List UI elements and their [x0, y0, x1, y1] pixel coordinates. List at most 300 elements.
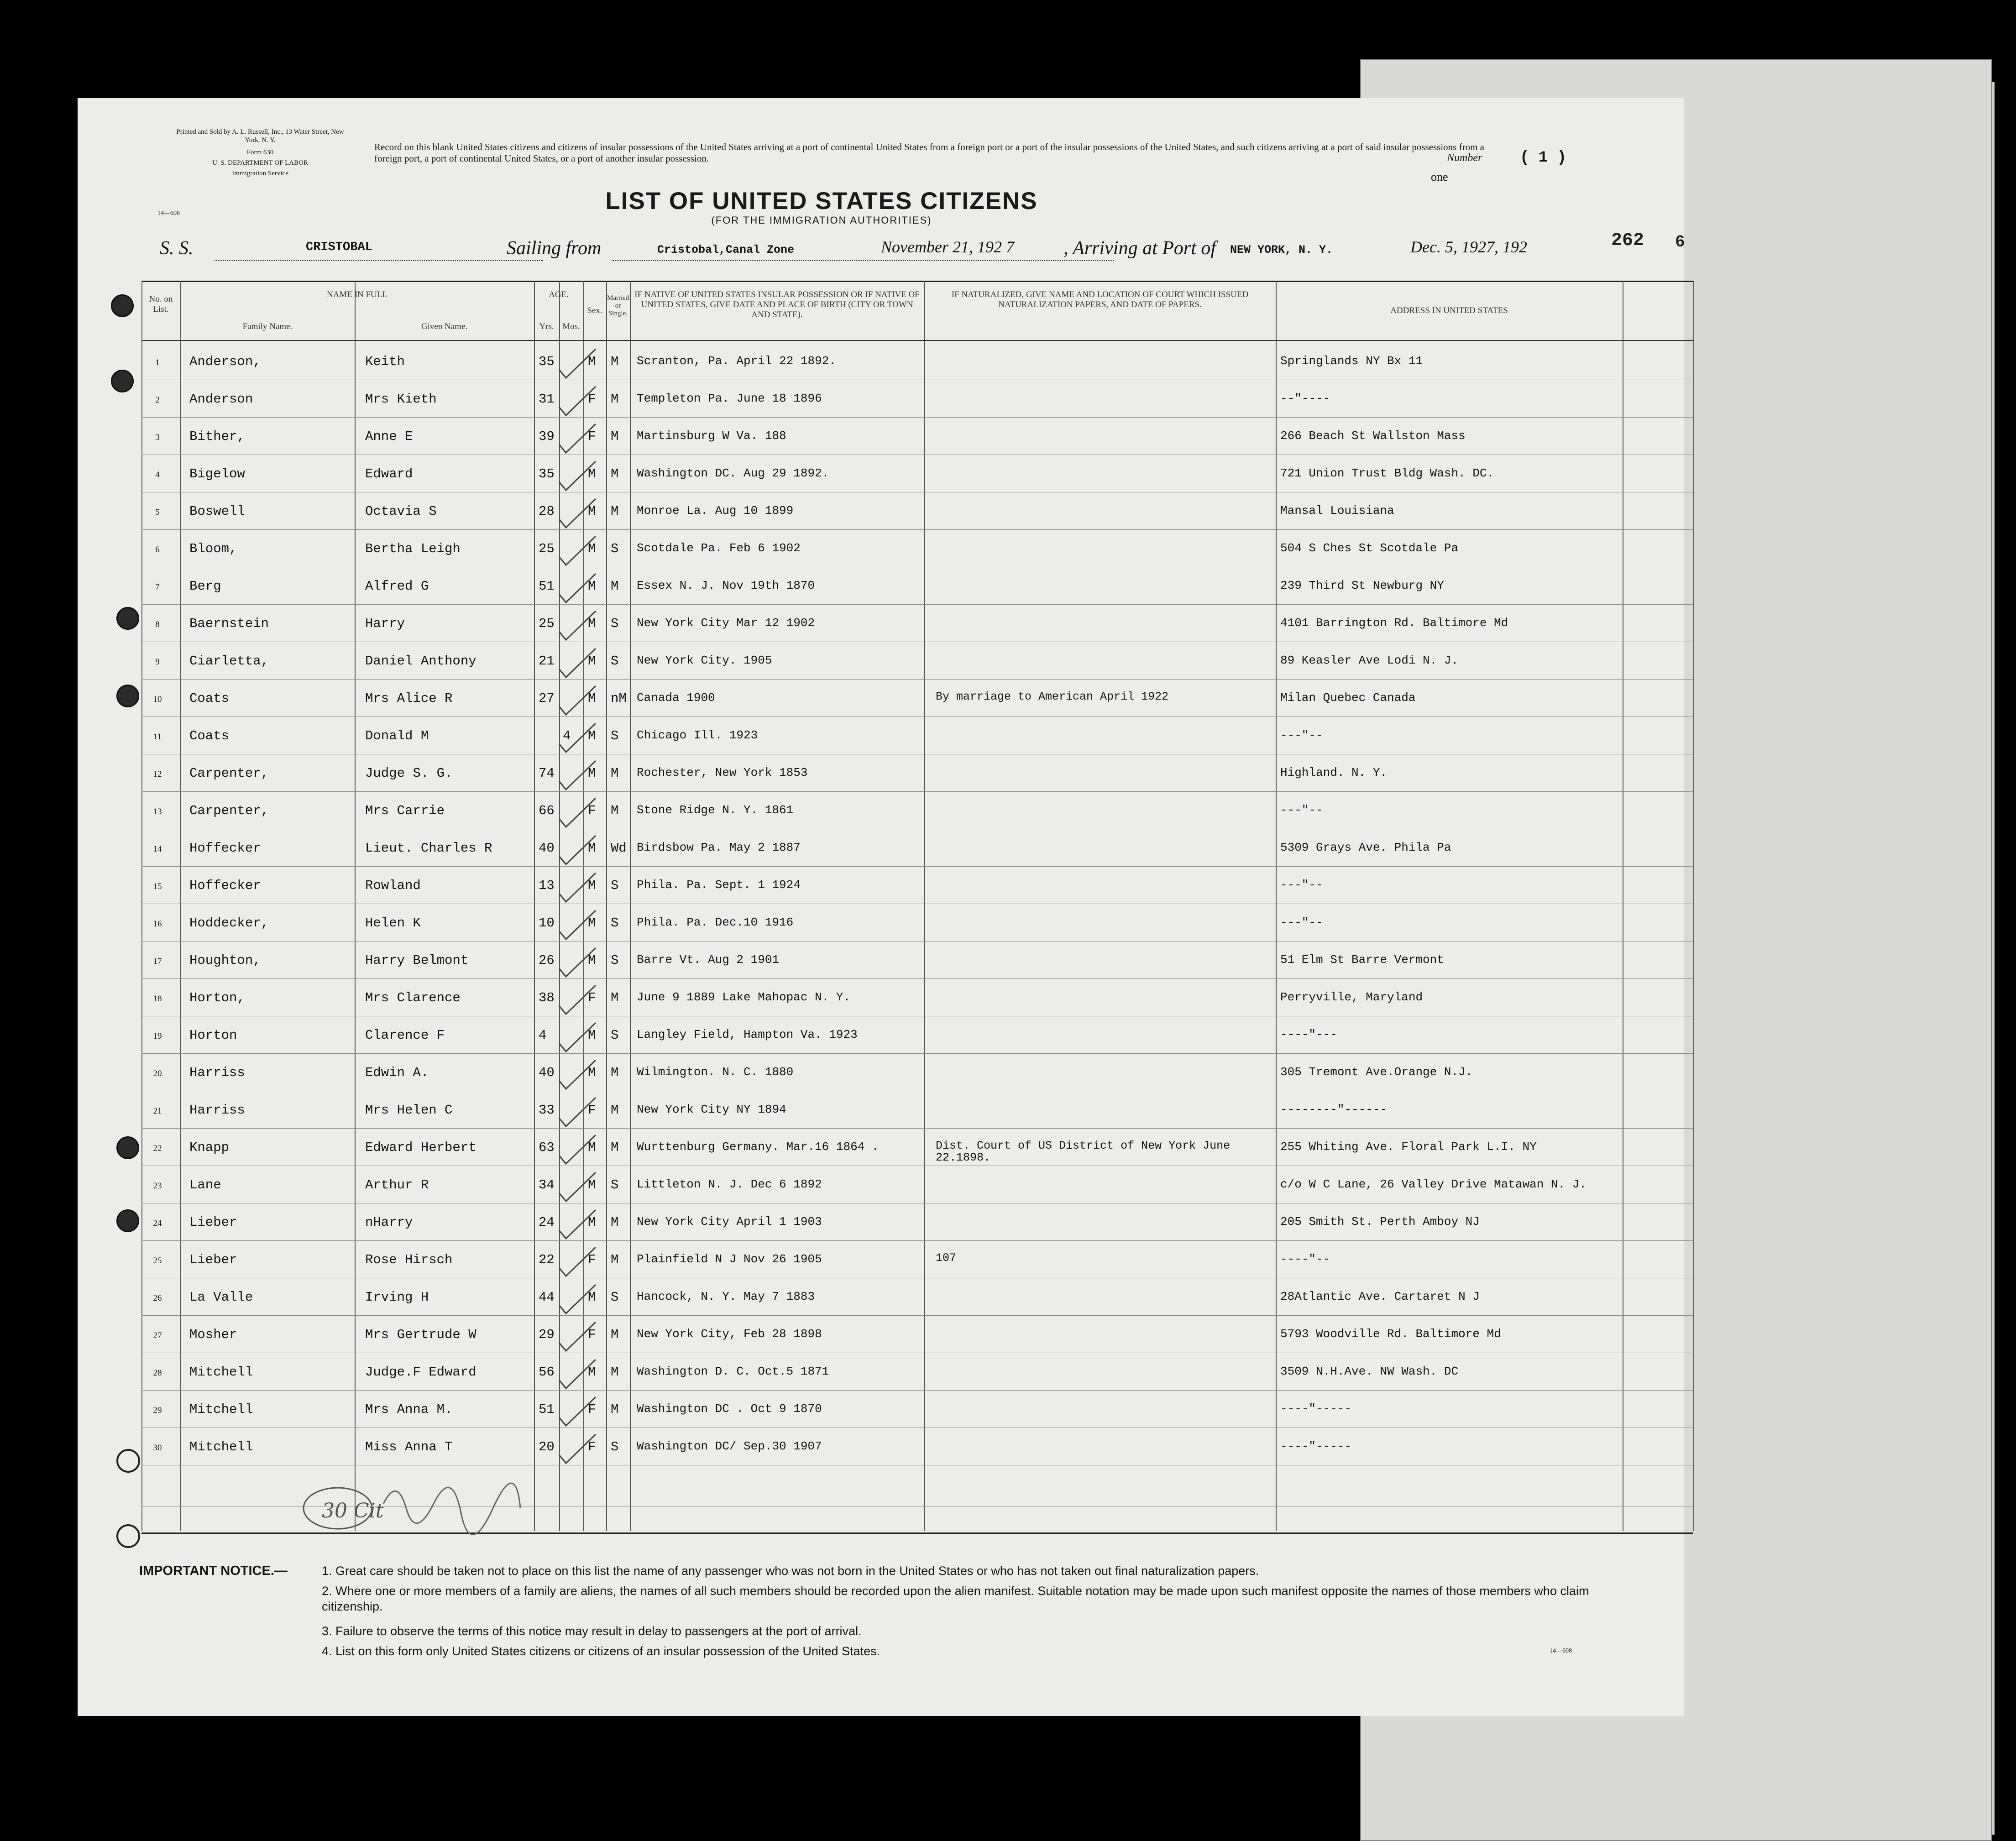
marital-status: M [611, 1402, 619, 1417]
given-name: Mrs Clarence [365, 990, 461, 1005]
family-name: Horton, [189, 990, 245, 1005]
age-years: 13 [539, 878, 555, 893]
birth-place-date: Littleton N. J. Dec 6 1892 [637, 1177, 822, 1191]
birth-place-date: New York City April 1 1903 [637, 1215, 822, 1229]
sex: M [588, 1140, 596, 1155]
col-header-address: ADDRESS IN UNITED STATES [1390, 306, 1508, 315]
check-mark-icon [557, 1095, 598, 1132]
marital-status: S [611, 953, 619, 968]
sex: M [588, 654, 596, 669]
age-years: 56 [539, 1365, 555, 1380]
address: ---"-- [1280, 728, 1323, 742]
row-number: 18 [153, 994, 162, 1004]
sex: M [588, 504, 596, 519]
family-name: Hoffecker [189, 841, 261, 856]
check-mark-icon [557, 758, 598, 795]
marital-status: S [611, 1290, 619, 1305]
family-name: Lieber [189, 1215, 237, 1230]
sex: M [588, 728, 596, 743]
col-header-mos: Mos. [562, 322, 580, 331]
notice-title: IMPORTANT NOTICE.— [139, 1564, 288, 1578]
col-header-given: Given Name. [421, 322, 468, 331]
check-mark-icon [557, 1208, 598, 1244]
check-mark-icon [557, 646, 598, 683]
col-header-married: Married or Single. [607, 294, 629, 317]
punch-hole [116, 1449, 140, 1473]
row-number: 30 [153, 1443, 162, 1453]
given-name: Edwin A. [365, 1065, 429, 1080]
sex: M [588, 766, 596, 781]
col-header-name: NAME IN FULL [327, 290, 387, 299]
sex: M [588, 354, 596, 369]
age-years: 35 [539, 354, 555, 369]
given-name: Lieut. Charles R [365, 841, 492, 856]
sailing-underline [612, 260, 1114, 261]
age-years: 4 [539, 1028, 547, 1043]
birth-place-date: Washington DC. Aug 29 1892. [637, 466, 829, 480]
marital-status: M [611, 504, 619, 519]
birth-place-date: Birdsbow Pa. May 2 1887 [637, 841, 801, 854]
row-number: 27 [153, 1331, 162, 1340]
sex: F [588, 429, 596, 444]
row-number: 14 [153, 844, 162, 854]
col-header-birth: IF NATIVE OF UNITED STATES INSULAR POSSESSION OR IF NATIVE OF UNITED STATES, GIVE DATE AND PLACE OF BIRTH (CITY OR TOWN AND STATE). [634, 290, 920, 319]
age-years: 31 [539, 392, 555, 407]
check-mark-icon [557, 609, 598, 645]
family-name: Mosher [189, 1327, 237, 1342]
address: --------"------ [1280, 1103, 1388, 1116]
family-name: Carpenter, [189, 766, 269, 781]
sex: M [588, 579, 596, 594]
sex: F [588, 1402, 596, 1417]
sex: M [588, 841, 596, 856]
birth-place-date: Chicago Ill. 1923 [637, 728, 758, 742]
row-number: 10 [153, 695, 162, 704]
given-name: Judge S. G. [365, 766, 453, 781]
sex: M [588, 466, 596, 481]
head-bottom-line [141, 340, 1693, 341]
row-line [141, 529, 1693, 530]
birth-place-date: Washington DC/ Sep.30 1907 [637, 1439, 822, 1453]
birth-place-date: New York City NY 1894 [637, 1103, 786, 1116]
handwritten-note [297, 1476, 552, 1540]
marital-status: M [611, 1215, 619, 1230]
sex: F [588, 392, 596, 407]
given-name: Arthur R [365, 1177, 429, 1192]
naturalization: By marriage to American April 1922 [936, 690, 1169, 703]
marital-status: Wd [611, 841, 627, 856]
check-mark-icon [557, 1133, 598, 1169]
given-name: Mrs Kieth [365, 392, 437, 407]
family-name: Coats [189, 728, 230, 743]
age-years: 34 [539, 1177, 555, 1192]
family-name: Houghton, [189, 953, 261, 968]
check-mark-icon [557, 422, 598, 458]
check-mark-icon [557, 871, 598, 907]
row-line [141, 1128, 1693, 1129]
address: ---"-- [1280, 915, 1323, 929]
birth-place-date: Rochester, New York 1853 [637, 766, 808, 779]
marital-status: M [611, 354, 619, 369]
number-value: ( 1 ) [1520, 149, 1567, 167]
family-name: Hoddecker, [189, 915, 269, 931]
col-header-family: Family Name. [242, 322, 293, 331]
punch-hole [116, 1209, 139, 1232]
svg-text:30 Cit: 30 Cit [322, 1499, 384, 1522]
address: 255 Whiting Ave. Floral Park L.I. NY [1280, 1140, 1537, 1154]
check-mark-icon [557, 497, 598, 533]
marital-status: M [611, 990, 619, 1005]
address: 239 Third St Newburg NY [1280, 579, 1444, 592]
col-line [1276, 281, 1277, 1531]
sex: M [588, 616, 596, 631]
marital-status: S [611, 616, 619, 631]
age-years: 38 [539, 990, 555, 1005]
birth-place-date: Scotdale Pa. Feb 6 1902 [637, 541, 801, 555]
row-number: 29 [153, 1406, 162, 1415]
given-name: Judge.F Edward [365, 1365, 477, 1380]
col-line [924, 281, 925, 1531]
punch-hole [116, 1136, 139, 1159]
punch-hole [116, 1524, 140, 1548]
arrival-date: Dec. 5, 1927, 192 [1410, 238, 1527, 256]
form-number: Form 630 [246, 149, 274, 156]
age-years: 20 [539, 1439, 555, 1454]
row-number: 23 [153, 1181, 162, 1191]
age-years: 40 [539, 1065, 555, 1080]
age-years: 29 [539, 1327, 555, 1342]
sex: M [588, 953, 596, 968]
address: 205 Smith St. Perth Amboy NJ [1280, 1215, 1480, 1229]
birth-place-date: Barre Vt. Aug 2 1901 [637, 953, 780, 967]
col-line [534, 281, 535, 1531]
marital-status: S [611, 878, 619, 893]
given-name: nHarry [365, 1215, 413, 1230]
age-years: 74 [539, 766, 555, 781]
page-title: LIST OF UNITED STATES CITIZENS [605, 188, 1038, 214]
birth-place-date: Martinsburg W Va. 188 [637, 429, 786, 443]
page-side: 6 [1675, 233, 1685, 251]
sex: M [588, 691, 596, 706]
col-line [1693, 281, 1694, 1531]
address: Perryville, Maryland [1280, 990, 1423, 1004]
birth-place-date: Plainfield N J Nov 26 1905 [637, 1252, 822, 1266]
marital-status: S [611, 654, 619, 669]
marital-status: M [611, 803, 619, 818]
age-years: 28 [539, 504, 555, 519]
check-mark-icon [557, 1320, 598, 1356]
check-mark-icon [557, 684, 598, 720]
age-years: 10 [539, 915, 555, 931]
sailing-from: Cristobal,Canal Zone [657, 243, 795, 256]
check-mark-icon [557, 908, 598, 945]
check-mark-icon [557, 1357, 598, 1394]
address: 5309 Grays Ave. Phila Pa [1280, 841, 1451, 854]
age-years: 40 [539, 841, 555, 856]
sex: F [588, 1252, 596, 1267]
family-name: Boswell [189, 504, 245, 519]
punch-hole [116, 607, 139, 630]
one-label: one [1431, 170, 1448, 183]
check-mark-icon [557, 983, 598, 1020]
row-number: 28 [153, 1368, 162, 1378]
col-header-no: No. on List. [149, 294, 173, 314]
sex: M [588, 1065, 596, 1080]
birth-place-date: Monroe La. Aug 10 1899 [637, 504, 794, 518]
col-header-age: AGE. [549, 290, 569, 299]
col-line [180, 281, 181, 1531]
row-number: 3 [155, 433, 160, 442]
given-name: Mrs Alice R [365, 691, 453, 706]
birth-place-date: Wilmington. N. C. 1880 [637, 1065, 794, 1079]
sex: F [588, 1327, 596, 1342]
age-years: 25 [539, 616, 555, 631]
family-name: Lieber [189, 1252, 237, 1267]
row-number: 2 [155, 395, 160, 405]
check-mark-icon [557, 459, 598, 496]
family-name: Anderson [189, 392, 253, 407]
birth-place-date: Phila. Pa. Sept. 1 1924 [637, 878, 801, 892]
col-header-naturalized: IF NATURALIZED, GIVE NAME AND LOCATION OF COURT WHICH ISSUED NATURALIZATION PAPERS, AND DATE OF PAPERS. [951, 290, 1249, 309]
family-name: Bigelow [189, 466, 245, 481]
check-mark-icon [557, 1020, 598, 1057]
age-years: 21 [539, 654, 555, 669]
given-name: Daniel Anthony [365, 654, 477, 669]
naturalization: 107 [936, 1251, 957, 1265]
sailing-date: November 21, 192 7 [881, 238, 1014, 256]
address: ----"----- [1280, 1402, 1352, 1416]
family-name: Mitchell [189, 1439, 253, 1454]
sex: F [588, 803, 596, 818]
family-name: Coats [189, 691, 230, 706]
marital-status: S [611, 915, 619, 931]
naturalization: Dist. Court of US District of New York June 22.1898. [936, 1139, 1231, 1164]
marital-status: M [611, 1252, 619, 1267]
check-mark-icon [557, 571, 598, 608]
given-name: Edward [365, 466, 413, 481]
address: 3509 N.H.Ave. NW Wash. DC [1280, 1365, 1459, 1378]
birth-place-date: Phila. Pa. Dec.10 1916 [637, 915, 794, 929]
given-name: Harry Belmont [365, 953, 469, 968]
given-name: Harry [365, 616, 405, 631]
sex: F [588, 1439, 596, 1454]
service: Immigration Service [232, 170, 288, 177]
ship-underline [215, 260, 543, 261]
age-months: 4 [563, 728, 571, 743]
address: 504 S Ches St Scotdale Pa [1280, 541, 1459, 555]
row-line [141, 604, 1693, 605]
row-line [141, 1315, 1693, 1316]
row-number: 16 [153, 919, 162, 929]
sex: M [588, 1365, 596, 1380]
family-name: Bloom, [189, 541, 237, 556]
punch-hole [116, 685, 139, 707]
check-mark-icon [557, 796, 598, 832]
age-years: 27 [539, 691, 555, 706]
row-number: 15 [153, 882, 162, 891]
address: 305 Tremont Ave.Orange N.J. [1280, 1065, 1473, 1079]
family-name: La Valle [189, 1290, 253, 1305]
sex: M [588, 915, 596, 931]
given-name: Rowland [365, 878, 421, 893]
check-mark-icon [557, 946, 598, 982]
col-header-sex: Sex. [587, 306, 602, 315]
birth-place-date: June 9 1889 Lake Mahopac N. Y. [637, 990, 851, 1004]
sex: M [588, 1215, 596, 1230]
birth-place-date: New York City. 1905 [637, 654, 772, 667]
family-name: Bither, [189, 429, 245, 444]
marital-status: M [611, 1103, 619, 1118]
ss-label: S. S. [160, 238, 194, 259]
birth-place-date: New York City Mar 12 1902 [637, 616, 815, 630]
check-mark-icon [557, 1245, 598, 1281]
row-number: 1 [155, 358, 160, 367]
notice-item-3: 3. Failure to observe the terms of this notice may result in delay to passengers at the port of arrival. [322, 1624, 862, 1638]
given-name: Donald M [365, 728, 429, 743]
family-name: Berg [189, 579, 221, 594]
check-mark-icon [557, 1282, 598, 1319]
row-number: 6 [155, 545, 160, 554]
age-years: 51 [539, 1402, 555, 1417]
age-years: 22 [539, 1252, 555, 1267]
row-number: 5 [155, 507, 160, 517]
given-name: Rose Hirsch [365, 1252, 453, 1267]
sailing-label: Sailing from [507, 238, 602, 259]
check-mark-icon [557, 1170, 598, 1207]
age-years: 66 [539, 803, 555, 818]
row-line [141, 791, 1693, 792]
marital-status: M [611, 1065, 619, 1080]
birth-place-date: New York City, Feb 28 1898 [637, 1327, 822, 1341]
birth-place-date: Canada 1900 [637, 691, 715, 705]
family-name: Carpenter, [189, 803, 269, 818]
row-number: 12 [153, 769, 162, 779]
col-line [141, 281, 142, 1531]
address: 51 Elm St Barre Vermont [1280, 953, 1444, 967]
birth-place-date: Templeton Pa. June 18 1896 [637, 392, 822, 405]
number-label: Number [1447, 152, 1482, 164]
address: Mansal Louisiana [1280, 504, 1394, 518]
row-number: 20 [153, 1069, 162, 1078]
col-header-yrs: Yrs. [539, 322, 554, 331]
form-code-bottom: 14—608 [1550, 1647, 1572, 1654]
marital-status: S [611, 541, 619, 556]
notice-item-2: 2. Where one or more members of a family are aliens, the names of all such members should be recorded upon the alien manifest. Suitable notation may be made upon such manifest opposite the names of those members who claim citizenship. [322, 1584, 1589, 1613]
form-code-top: 14—608 [157, 210, 180, 217]
sex: F [588, 990, 596, 1005]
printer-line: Printed and Sold by A. L. Russell, Inc., 13 Water Street, New York, N. Y. [176, 128, 344, 144]
address: ----"----- [1280, 1439, 1352, 1453]
row-number: 11 [153, 732, 162, 742]
given-name: Mrs Anna M. [365, 1402, 453, 1417]
marital-status: M [611, 1140, 619, 1155]
sex: F [588, 1103, 596, 1118]
birth-place-date: Washington D. C. Oct.5 1871 [637, 1365, 829, 1378]
marital-status: nM [611, 691, 627, 706]
marital-status: M [611, 1365, 619, 1380]
family-name: Baernstein [189, 616, 269, 631]
given-name: Helen K [365, 915, 421, 931]
given-name: Alfred G [365, 579, 429, 594]
address: 89 Keasler Ave Lodi N. J. [1280, 654, 1459, 667]
col-line [606, 281, 607, 1531]
marital-status: S [611, 728, 619, 743]
address: 266 Beach St Wallston Mass [1280, 429, 1466, 443]
family-name: Harriss [189, 1103, 245, 1118]
family-name: Mitchell [189, 1402, 253, 1417]
family-name: Horton [189, 1028, 237, 1043]
birth-place-date: Essex N. J. Nov 19th 1870 [637, 579, 815, 592]
marital-status: M [611, 1327, 619, 1342]
given-name: Mrs Carrie [365, 803, 445, 818]
given-name: Octavia S [365, 504, 437, 519]
family-name: Mitchell [189, 1365, 253, 1380]
given-name: Keith [365, 354, 405, 369]
given-name: Edward Herbert [365, 1140, 477, 1155]
port-name: NEW YORK, N. Y. [1230, 243, 1333, 256]
birth-place-date: Wurttenburg Germany. Mar.16 1864 . [637, 1140, 879, 1154]
age-years: 39 [539, 429, 555, 444]
punch-hole [111, 370, 134, 392]
check-mark-icon [557, 833, 598, 870]
family-name: Harriss [189, 1065, 245, 1080]
punch-hole [111, 294, 134, 317]
marital-status: M [611, 429, 619, 444]
given-name: Anne E [365, 429, 413, 444]
age-years: 24 [539, 1215, 555, 1230]
marital-status: S [611, 1439, 619, 1454]
address: Springlands NY Bx 11 [1280, 354, 1423, 368]
given-name: Mrs Helen C [365, 1103, 453, 1118]
check-mark-icon [557, 384, 598, 421]
family-name: Knapp [189, 1140, 230, 1155]
age-years: 51 [539, 579, 555, 594]
marital-status: M [611, 392, 619, 407]
row-number: 21 [153, 1106, 162, 1116]
record-instructions: Record on this blank United States citizens and citizens of insular possessions of the United States arriving at a port of continental United States from a foreign port or a port of the insular possessions of the United States, and such citizens arriving at a port of said insular possessions from a foreign port, a port of continental United States, or a port of another insular possession. [374, 141, 1484, 164]
marital-status: S [611, 1177, 619, 1192]
sex: M [588, 878, 596, 893]
marital-status: S [611, 1028, 619, 1043]
col-line [630, 281, 631, 1531]
marital-status: M [611, 766, 619, 781]
row-line [141, 679, 1693, 680]
family-name: Lane [189, 1177, 221, 1192]
family-name: Hoffecker [189, 878, 261, 893]
check-mark-icon [557, 347, 598, 383]
row-number: 17 [153, 957, 162, 966]
row-number: 24 [153, 1219, 162, 1228]
row-line [141, 1053, 1693, 1054]
address: 28Atlantic Ave. Cartaret N J [1280, 1290, 1480, 1303]
birth-place-date: Hancock, N. Y. May 7 1883 [637, 1290, 815, 1303]
address: ----"-- [1280, 1252, 1330, 1266]
address: c/o W C Lane, 26 Valley Drive Matawan N. J. [1280, 1177, 1587, 1191]
address: Milan Quebec Canada [1280, 691, 1416, 705]
check-mark-icon [557, 1058, 598, 1094]
row-number: 7 [155, 582, 160, 592]
marital-status: M [611, 466, 619, 481]
check-mark-icon [557, 534, 598, 570]
manifest-sheet [78, 98, 1684, 1716]
sex: M [588, 541, 596, 556]
col-line [355, 281, 356, 1531]
check-mark-icon [557, 1432, 598, 1469]
family-name: Anderson, [189, 354, 261, 369]
address: --"---- [1280, 392, 1330, 405]
row-line [141, 866, 1693, 867]
row-line [141, 978, 1693, 979]
